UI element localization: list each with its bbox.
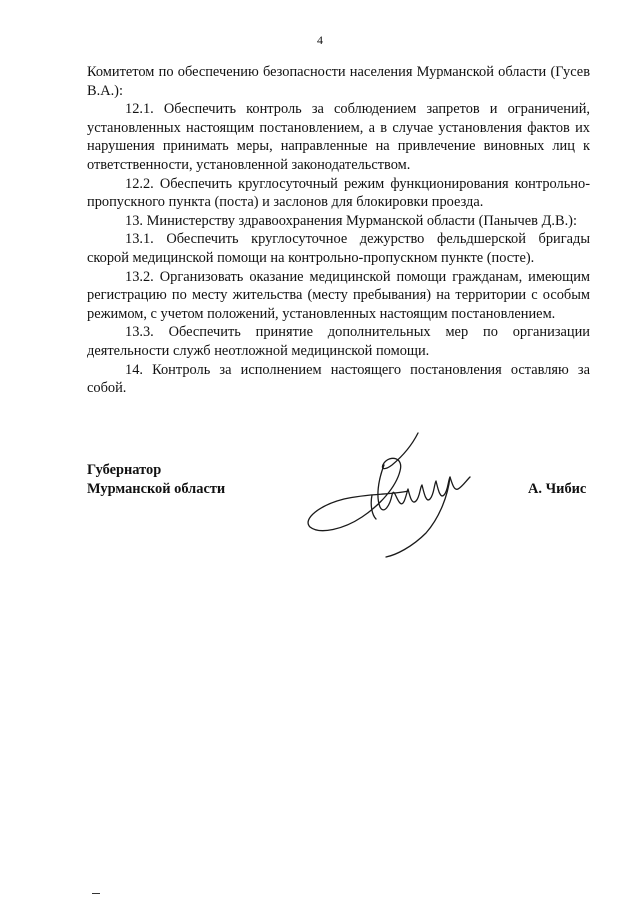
handwritten-signature bbox=[300, 425, 480, 565]
footer-mark bbox=[92, 893, 100, 894]
paragraph-12-1: 12.1. Обеспечить контроль за соблюдением запретов и ограничений, установленных настоящим постановлением, а в случае установления фактов их нарушения принимать меры, направленные на привлечение виновных лиц к ответственности, установленной законодательством. bbox=[87, 101, 590, 173]
paragraph-14: 14. Контроль за исполнением настоящего постановления оставляю за собой. bbox=[87, 361, 590, 397]
paragraph-13-1: 13.1. Обеспечить круглосуточное дежурство фельдшерской бригады скорой медицинской помощи на контрольно-пропускном пункте (посте). bbox=[87, 231, 590, 266]
signatory-title-line2: Мурманской области bbox=[87, 480, 226, 497]
paragraph-13-3: 13.3. Обеспечить принятие дополнительных мер по организации деятельности служб неотложной медицинской помощи. bbox=[87, 324, 590, 359]
paragraph-13: 13. Министерству здравоохранения Мурманской области (Панычев Д.В.): bbox=[125, 212, 577, 229]
page-number: 4 bbox=[317, 33, 323, 47]
signatory-title bbox=[87, 461, 225, 498]
paragraph-12-intro: Комитетом по обеспечению безопасности населения Мурманской области (Гусев В.А.): bbox=[87, 64, 590, 99]
paragraph-13-2: 13.2. Организовать оказание медицинской помощи гражданам, имеющим регистрацию по месту жительства (месту пребывания) на территории с особым режимом, с учетом положений, установленных настоящим постановлением. bbox=[87, 268, 590, 322]
document-body bbox=[87, 63, 590, 398]
paragraph-12-2: 12.2. Обеспечить круглосуточный режим функционирования контрольно-пропускного пункта (поста) и заслонов для блокировки проезда. bbox=[87, 175, 590, 211]
signatory-title-line1: Губернатор bbox=[87, 462, 162, 478]
signatory-name: А. Чибис bbox=[528, 481, 587, 497]
